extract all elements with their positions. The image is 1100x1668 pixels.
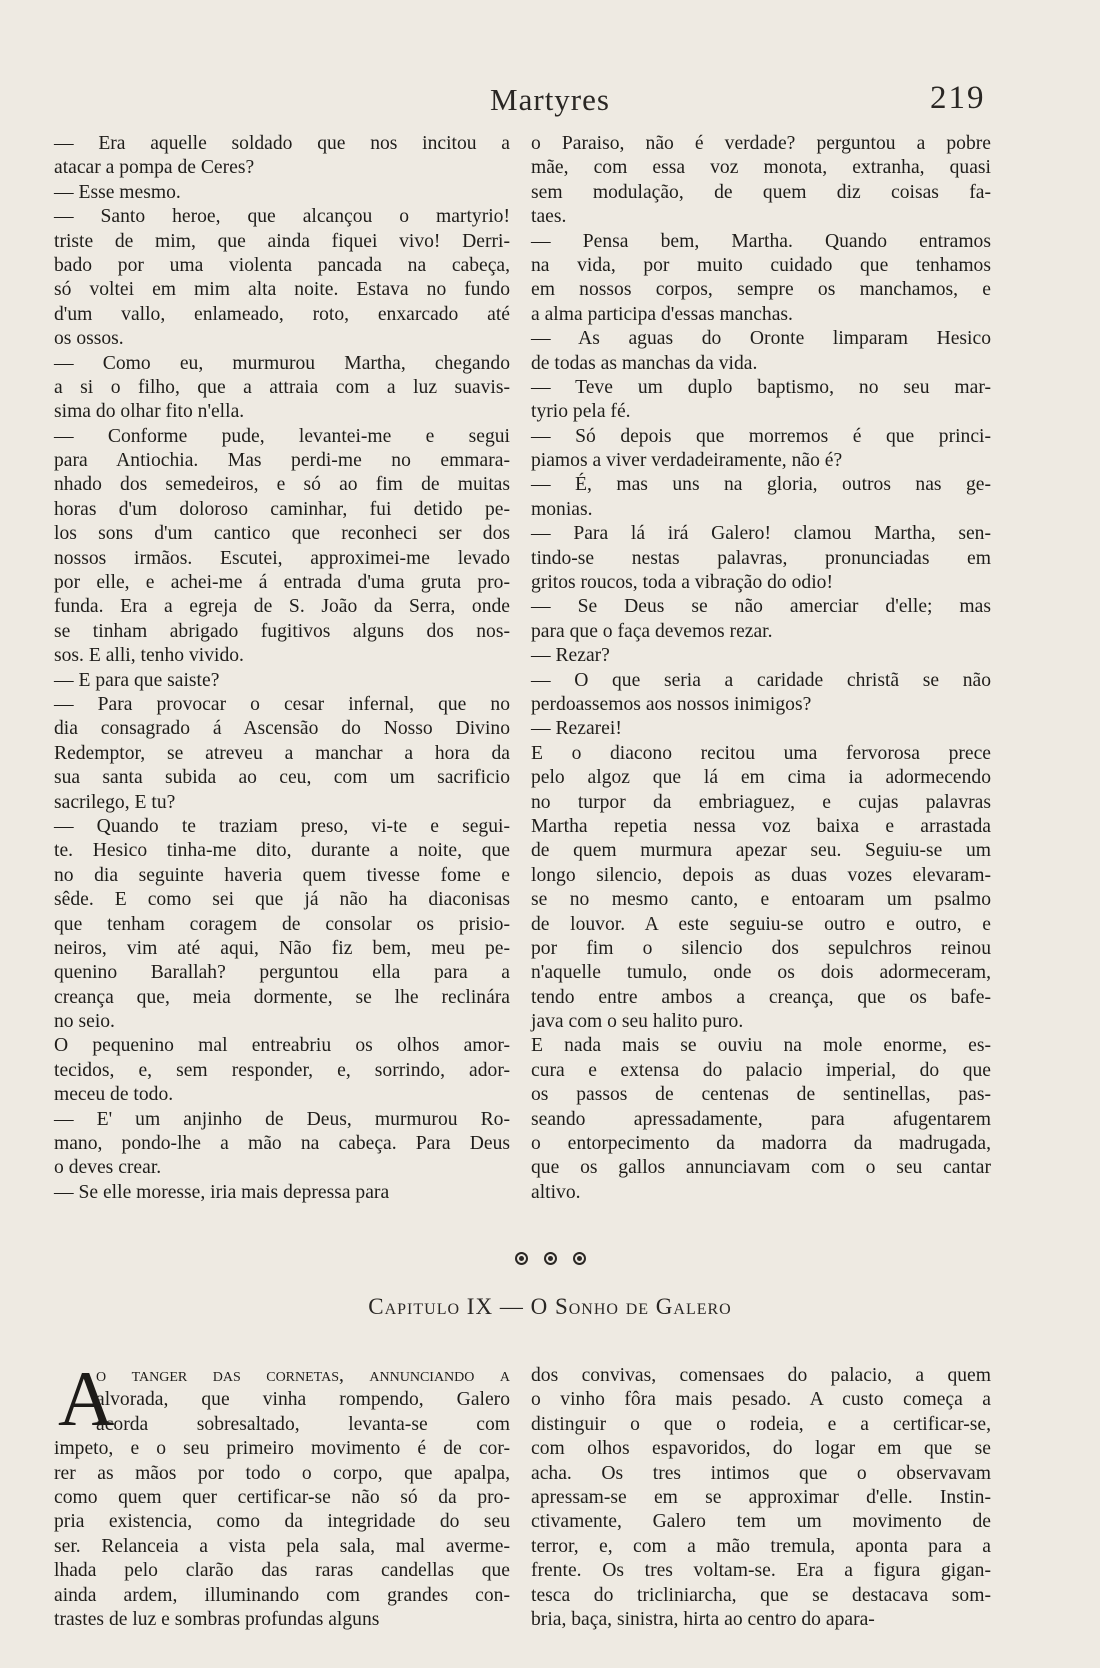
text-line: o tanger das cornetas, annunciando a [96,1365,510,1386]
text-line: — Quando te traziam preso, vi-te e segui- [54,815,510,837]
text-line: na vida, por muito cuidado que tenhamos [531,254,991,276]
text-line: sacrilego, E tu? [54,791,176,813]
text-line: com olhos espavoridos, do logar em que se [531,1438,991,1460]
right-column-top [531,132,991,1205]
text-line: de quem murmura apezar seu. Seguiu-se um [531,840,991,862]
text-line: o entorpecimento da madorra da madrugada, [531,1133,991,1155]
text-line: sima do olhar fito n'ella. [54,401,245,423]
text-line: — Era aquelle soldado que nos incitou a [54,133,510,154]
text-line: monias. [531,498,593,520]
left-column-top [54,132,510,1205]
chapter-heading [0,1294,1100,1320]
text-line: quenino Barallah? perguntou ella para a [54,962,510,984]
drop-cap: A [58,1355,115,1442]
text-line: para que o faça devemos rezar. [531,620,773,642]
text-line: ainda ardem, illuminando com grandes con- [54,1584,510,1606]
text-line: o Paraiso, não é verdade? perguntou a pobre [531,133,991,154]
text-line: acha. Os tres intimos que o observavam [531,1462,991,1484]
text-line: se tinham abrigado fugitivos alguns dos nos- [54,620,510,642]
text-line: se no mesmo canto, e entoaram um psalmo [531,889,991,911]
text-line: sêde. E como sei que já não ha diaconisas [54,889,510,911]
text-line: — Só depois que morremos é que princi- [531,425,991,447]
text-line: acorda sobresaltado, levanta-se com [96,1413,510,1435]
running-title: Martyres [490,82,610,117]
text-line: sos. E alli, tenho vivido. [54,645,244,667]
text-line: dia consagrado á Ascensão do Nosso Divino [54,718,510,740]
text-line: bria, baça, sinistra, hirta ao centro do apara- [531,1608,875,1630]
text-line: n'aquelle tumulo, onde os dois adormeceram, [531,962,991,984]
chapter-label: Capitulo IX [368,1294,494,1319]
text-line: tindo-se nestas palavras, pronunciadas em [531,547,991,569]
text-line: — Para provocar o cesar infernal, que no [54,693,510,715]
text-line: tyrio pela fé. [531,401,631,423]
text-line: de todas as manchas da vida. [531,352,758,374]
text-line: — Como eu, murmurou Martha, chegando [54,352,510,374]
text-line: os ossos. [54,328,124,350]
text-line: altivo. [531,1181,581,1203]
text-line: de louvor. A este seguiu-se outro e outro, e [531,913,991,935]
left-column-bottom [54,1364,510,1632]
text-line: — Conforme pude, levantei-me e segui [54,425,510,447]
text-line: que os gallos annunciavam com o seu cantar [531,1157,991,1179]
text-line: te. Hesico tinha-me dito, durante a noite, que [54,840,510,862]
text-line: alvorada, que vinha rompendo, Galero [96,1389,510,1411]
text-line: — Rezar? [531,645,610,667]
text-line: piamos a viver verdadeiramente, não é? [531,450,843,472]
ornament-icon [573,1252,586,1265]
text-line: d'um vallo, enlameado, roto, enxarcado até [54,303,510,325]
text-line: creança que, meia dormente, se lhe reclinára [54,986,510,1008]
text-line: atacar a pompa de Ceres? [54,157,255,179]
text-line: neiros, vim até aqui, Não fiz bem, meu pe- [54,937,510,959]
text-line: tecidos, e, sem responder, e, sorrindo, ador- [54,1059,510,1081]
text-line: — Teve um duplo baptismo, no seu mar- [531,376,991,398]
text-line: — Santo heroe, que alcançou o martyrio! [54,206,510,228]
text-line: cura e extensa do palacio imperial, do que [531,1059,991,1081]
text-line: java com o seu halito puro. [531,1011,744,1033]
text-line: gritos roucos, toda a vibração do odio! [531,572,833,594]
text-line: dos convivas, comensaes do palacio, a quem [531,1365,991,1386]
text-line: perdoassemos aos nossos inimigos? [531,693,812,715]
text-line: — E' um anjinho de Deus, murmurou Ro- [54,1108,510,1130]
text-line: no turpor da embriaguez, e cujas palavras [531,791,991,813]
text-line: mano, pondo-lhe a mão na cabeça. Para Deus [54,1133,510,1155]
text-line: triste de mim, que ainda fiquei vivo! Derri- [54,230,510,252]
text-line: no dia seguinte haveria quem tivesse fome e [54,864,510,886]
text-line: para Antiochia. Mas perdi-me no emmara- [54,450,510,472]
text-line: funda. Era a egreja de S. João da Serra, onde [54,596,510,618]
text-line: a alma participa d'essas manchas. [531,303,793,325]
text-line: sem modulação, de quem diz coisas fa- [531,181,991,203]
text-line: lhada pelo clarão das raras candellas que [54,1560,510,1582]
text-line: O pequenino mal entreabriu os olhos amor- [54,1035,510,1057]
text-line: los sons d'um cantico que reconheci ser dos [54,523,510,545]
text-line: — Se Deus se não amerciar d'elle; mas [531,596,991,618]
text-line: taes. [531,206,567,228]
chapter-title: O Sonho de Galero [530,1294,732,1319]
text-line: ctivamente, Galero tem um movimento de [531,1511,991,1533]
text-line: que tenham coragem de consolar os prisio- [54,913,510,935]
text-line: a si o filho, que a attraia com a luz suavis- [54,376,510,398]
text-line: — E para que saiste? [54,669,220,691]
text-line: — O que seria a caridade christã se não [531,669,991,691]
right-column-bottom [531,1364,991,1632]
text-line: — As aguas do Oronte limparam Hesico [531,328,991,350]
text-line: no seio. [54,1011,115,1033]
ornament-icon [515,1252,528,1265]
text-line: ser. Relanceia a vista pela sala, mal averme- [54,1535,510,1557]
text-line: — Rezarei! [531,718,622,740]
text-line: apressam-se em se approximar d'elle. Instin- [531,1486,991,1508]
text-line: mãe, com essa voz monota, extranha, quasi [531,157,991,179]
text-line: — Pensa bem, Martha. Quando entramos [531,230,991,252]
text-line: — Para lá irá Galero! clamou Martha, sen- [531,523,991,545]
text-line: impeto, e o seu primeiro movimento é de cor- [54,1438,510,1460]
text-line: — É, mas uns na gloria, outros nas ge- [531,474,991,496]
text-line: distinguir o que o rodeia, e a certificar-se, [531,1413,991,1435]
text-line: tesca do tricliniarcha, que se destacava som- [531,1584,991,1606]
text-line: E o diacono recitou uma fervorosa prece [531,742,991,764]
text-line: por fim o silencio dos sepulchros reinou [531,937,991,959]
text-line: tendo entre ambos a creança, que os bafe- [531,986,991,1008]
text-line: Martha repetia nessa voz baixa e arrastada [531,815,991,837]
text-line: seando apressadamente, para afugentarem [531,1108,991,1130]
text-line: o deves crear. [54,1157,162,1179]
section-separator [0,1252,1100,1270]
text-line: por elle, e achei-me á entrada d'uma gruta pro- [54,572,510,594]
text-line: nossos irmãos. Escutei, approximei-me levado [54,547,510,569]
text-line: longo silencio, depois as duas vozes elevaram- [531,864,991,886]
text-line: os passos de centenas de sentinellas, pas- [531,1084,991,1106]
text-line: E nada mais se ouviu na mole enorme, es- [531,1035,991,1057]
text-line: sua santa subida ao ceu, com um sacrificio [54,767,510,789]
text-line: — Esse mesmo. [54,181,181,203]
text-line: horas d'um doloroso caminhar, fui detido pe- [54,498,510,520]
text-line: bado por uma violenta pancada na cabeça, [54,254,510,276]
text-line: rer as mãos por todo o corpo, que apalpa, [54,1462,510,1484]
text-line: pria existencia, como da integridade do seu [54,1511,510,1533]
text-line: meceu de todo. [54,1084,174,1106]
text-line: só voltei em mim alta noite. Estava no fundo [54,279,510,301]
text-line: Redemptor, se atreveu a manchar a hora da [54,742,510,764]
text-line: terror, e, com a mão tremula, aponta para a [531,1535,991,1557]
text-line: nhado dos semedeiros, e só ao fim de muitas [54,474,510,496]
text-line: trastes de luz e sombras profundas alguns [54,1608,380,1630]
text-line: frente. Os tres voltam-se. Era a figura gigan- [531,1560,991,1582]
text-line: em nossos corpos, sempre os manchamos, e [531,279,991,301]
page-number: 219 [930,80,986,116]
text-line: o vinho fôra mais pesado. A custo começa a [531,1389,991,1411]
text-line: pelo algoz que lá em cima ia adormecendo [531,767,991,789]
text-line: como quem quer certificar-se não só da pro- [54,1486,510,1508]
text-line: — Se elle moresse, iria mais depressa para [54,1181,390,1203]
chapter-dash: — [499,1294,524,1319]
ornament-icon [544,1252,557,1265]
